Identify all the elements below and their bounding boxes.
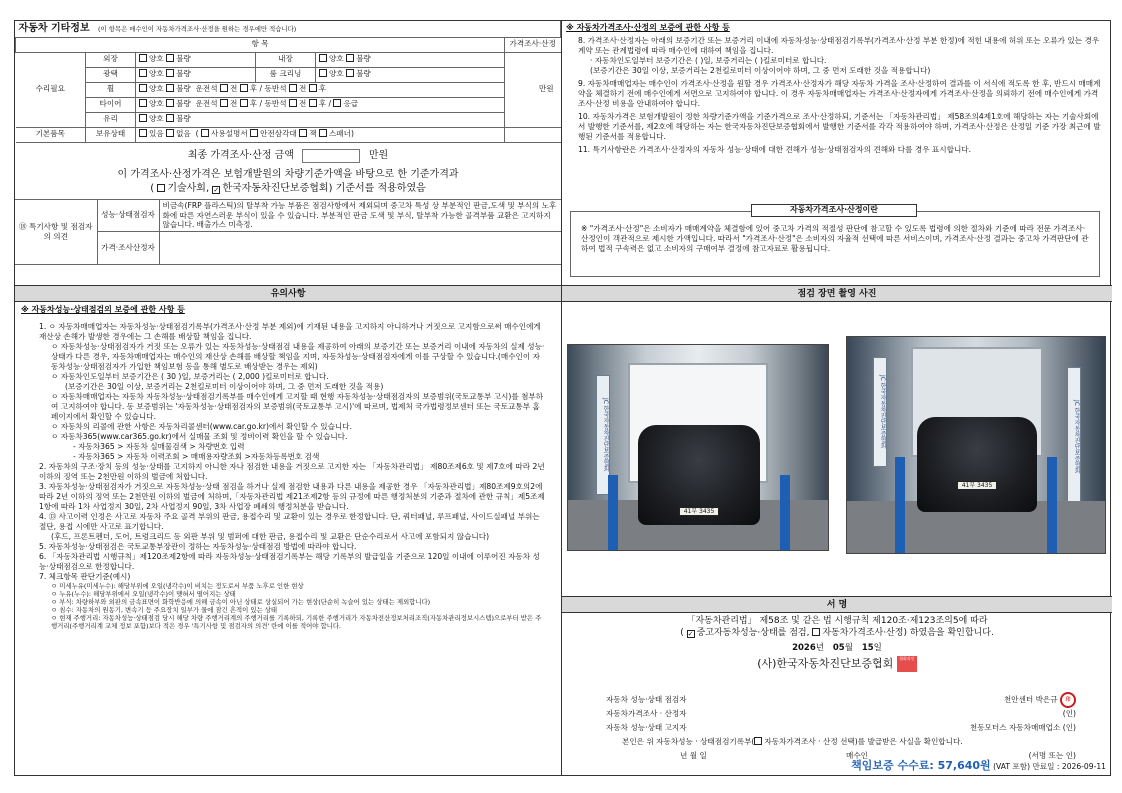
interior-label: 내장 (256, 52, 316, 67)
document-frame (14, 20, 1111, 776)
room-good-checkbox[interactable] (319, 69, 327, 77)
note-7b: ㅇ 누유(누수): 해당부위에서 오일(냉각수)이 맺혀서 떨어지는 상태 (51, 589, 236, 598)
note-7a: ㅇ 미세누유(미세누수): 해당부위에 오일(냉각수)이 비치는 정도로서 부품 노후로 인한 현상 (51, 581, 304, 590)
note-1b: ㅇ 자동차성능·상태점검자가 거짓 또는 오류가 있는 자동차성능·상태점검 내용을 제공하여 아래의 보증기간 또는 보증거리 이내에 자동차의 실제 성능·상태가 다른 경우, 자동차매매업자는 매수인의 재산상 손해를 배상할 책임을 지며, 자동차성능·상태점검자에게 이를 구상할 수 있습니다.(매수인이 자동차성능·상태점검자가 가입한 책임보험 등을 통해 별도로 배상받는 경우는 제외) (51, 341, 545, 371)
gloss-good-checkbox[interactable] (139, 69, 147, 77)
pg-item8: 8. 가격조사·산정자는 아래의 보증기간 또는 보증거리 이내에 자동차성능·상태점검기록부(가격조사·산정 부분 한정)에 적힌 내용에 허위 또는 오류가 있는 경우 계약 또는 관계법령에 따라 매수인에 대하여 책임을 집니다. (578, 35, 1100, 55)
pg-item11: 11. 특기사항란은 가격조사·산정자의 자동차 성능·상태에 대한 견해가 성능·상태점검자의 견해와 다를 경우 표시합니다. (578, 144, 972, 154)
final-price-label: 최종 가격조사·산정 금액 (187, 149, 294, 161)
col-item-header: 항 목 (16, 37, 505, 52)
price-guarantee-section (562, 21, 1112, 285)
glass-options: 양호 불량 (136, 112, 505, 127)
tire-rear-checkbox[interactable] (240, 99, 248, 107)
note-1d: ㅇ 자동차매매업자는 자동차 자동차성능·상태점검기록부를 매수인에게 고지할 때 현행 자동차성능·상태점검자의 보증범위(국토교통부 고시)를 첨부하여 고지하여야 합니다. 동 보증범위는 '자동차성능·상태점검자의 보증범위(국토교통부 고시)'에 따르며, 법제처 국가법령정보센터 또는 국토교통부 홈페이지에서 확인할 수 있습니다. (51, 391, 544, 421)
sign-inspection-checkbox[interactable]: ✓ (687, 629, 694, 638)
interior-good-checkbox[interactable] (319, 54, 327, 62)
room-cleaning-label: 룸 크리닝 (256, 67, 316, 82)
pg-item10: 10. 자동차가격은 보험개발원이 정한 차량기준가액을 기준가격으로 조사·산정하되, 기준서는 「자동차관리법」 제58조의4제1호에 해당하는 자는 기술사회에서 발행한 기준서를, 제2호에 해당하는 자는 한국자동차진단보증협회에서 발행한 기준서를 각각 적용하여야 하며, 가격조사·산정은 산정일 기준 가장 최근에 발행된 기준서를 적용합니다. (578, 111, 1101, 141)
photo-sign-3: JC 한국자동차진단보증협회 (1067, 367, 1081, 507)
signature-date: 2026년 05월 15일 (792, 642, 882, 653)
receipt-pricing-checkbox[interactable] (754, 737, 762, 745)
note-1g: - 자동차365 > 자동차 실매물검색 > 차량번호 입력 (73, 441, 245, 451)
license-plate-1: 41부 3435 (679, 507, 719, 516)
sign-row-inspector: 자동차 성능·상태 점검자 천안센터 박은규 印 (606, 695, 1076, 709)
signature-association: (사)한국자동차진단보증협회 협회직인 (562, 656, 1112, 672)
pg-item8-sub1: · 자동차인도일부터 보증기간은 ( )일, 보증거리는 ( )킬로미터로 합니다. (590, 55, 827, 65)
signature-rows (606, 695, 1076, 765)
note-1: 1. ㅇ 자동차매매업자는 자동차성능·상태점검기록부(가격조사·산정 부분 제외)에 기재된 내용을 고지하지 아니하거나 거짓으로 고지함으로써 매수인에게 재산상 손해가 발생한 경우에는 그 손해를 배상할 책임을 집니다. (39, 321, 541, 341)
pg-item9: 9. 자동차매매업자는 매수인이 가격조사·산정을 원할 경우 가격조사·산정자가 해당 자동차 가격을 조사·산정하여 결과를 이 서식에 적도록 한 후, 반드시 매매계약을 체결하기 전에 매수인에게 서면으로 고지하여야 합니다. 이 경우 자동차매매업자는 가격조사·산정자에게 가격조사·산정을 의뢰하기 전에 매수인에게 가격조사·산정 비용을 안내하여야 합니다. (578, 78, 1101, 108)
gloss-options: 양호 불량 (136, 67, 256, 82)
note-1h: - 자동차365 > 자동차 이력조회 > 매매용자량조회 >자동차등록번호 검색 (73, 451, 320, 461)
possession-label: 보유상태 (86, 127, 136, 142)
note-4b: (후드, 프론트펜더, 도어, 트렁크리드 등 외판 부위 및 범퍼에 대한 판금, 용접수리 및 교환은 단순수리로서 사고에 포함되지 않습니다) (51, 531, 490, 541)
photo-sign-1: JC 한국자동차진단보증협회 (596, 375, 610, 495)
manual-checkbox[interactable] (201, 129, 209, 137)
glass-label: 유리 (86, 112, 136, 127)
signature-line1: 「자동차관리법」 제58조 및 같은 법 시행규칙 제120조·제123조의5에 따라 (686, 616, 988, 626)
note-2: 2. 자동차의 구조·장치 등의 성능·상태를 고지하지 아니한 자나 점검한 내용을 거짓으로 고지한 자는 「자동차관리법」 제80조제6호 및 제7호에 따라 2년 이하의 징역 또는 2천만원 이하의 벌금에 처합니다. (39, 461, 545, 481)
note-1c2: (보증기간은 30일 이상, 보증거리는 2천킬로미터 이상이어야 하며, 그 중 먼저 도래한 것을 적용) (65, 381, 384, 391)
notes-section (15, 286, 561, 777)
glass-bad-checkbox[interactable] (166, 114, 174, 122)
wheel-front-checkbox[interactable] (220, 84, 228, 92)
association-stamp: 협회직인 (897, 656, 917, 672)
inspector-seal: 印 (1060, 692, 1076, 708)
tire-good-checkbox[interactable] (139, 99, 147, 107)
car-rear (917, 417, 1037, 512)
tire-pfront-checkbox[interactable] (289, 99, 297, 107)
expiry-date: 만료일 : 2026-09-11 (1032, 762, 1106, 772)
inspector-opinion-label: 성능·상태점검자 (97, 199, 159, 231)
tire-emergency-checkbox[interactable] (333, 99, 341, 107)
signature-header: 서 명 (562, 597, 1112, 613)
opinion-label: ⑱ 특기사항 및 점검자의 의견 (15, 199, 97, 264)
gloss-label: 광택 (86, 67, 136, 82)
interior-bad-checkbox[interactable] (346, 54, 354, 62)
exterior-good-checkbox[interactable] (139, 54, 147, 62)
opinion-table (15, 199, 561, 265)
note-1f: ㅇ 자동차365(www.car365.go.kr)에서 실매물 조회 및 정비이력 확인을 할 수 있습니다. (51, 431, 348, 441)
sign-row-notifier: 자동차 성능·상태 고지자 천동모터스 자동차매매업소 (인) (606, 723, 1076, 732)
note-1c: ㅇ 자동차인도일부터 보증기간은 ( 30 )일, 보증거리는 ( 2,000 )킬로미터로 합니다. (51, 371, 329, 381)
note-7c: ㅇ 부식: 차량하부와 외판의 금속표면이 화학반응에 의해 금속이 아닌 상태로 상실되어 가는 현상(단순히 녹슬어 있는 상태는 제외합니다) (51, 597, 431, 606)
wheel-prear-checkbox[interactable] (309, 84, 317, 92)
basic-price-cell (505, 127, 561, 142)
final-price-row (15, 149, 561, 163)
wheel-good-checkbox[interactable] (139, 84, 147, 92)
jack-checkbox[interactable] (299, 129, 307, 137)
exterior-label: 외장 (86, 52, 136, 67)
room-cleaning-options: 양호 불량 (316, 67, 505, 82)
final-price-unit: 만원 (368, 149, 389, 161)
tire-front-checkbox[interactable] (220, 99, 228, 107)
license-plate-2: 41부 3435 (957, 481, 997, 490)
note-5: 5. 자동차성능·상태점검은 국토교통부장관이 정하는 자동차성능·상태점검 방법에 따라야 합니다. (39, 541, 357, 551)
fee-row: 책임보증 수수료: 57,640원 (VAT 포함) 만료일 : 2026-09-11 (851, 759, 1106, 773)
possession-options: 있음 없음 ( 사용설명서 안전삼각대 잭 스패너) (136, 127, 505, 142)
none-checkbox[interactable] (166, 129, 174, 137)
glass-good-checkbox[interactable] (139, 114, 147, 122)
price-guarantee-heading: ※ 자동차가격조사·산정의 보증에 관한 사항 등 (566, 23, 730, 32)
note-7: 7. 체크항목 판단기준(예시) (39, 571, 131, 581)
sign-row-buyer: 년 월 일 매수인 (서명 또는 인) (680, 751, 1076, 760)
basis-line2: ( 기술사회, ✓ 한국자동차진단보증협회) 기준서를 적용하였음 (150, 182, 426, 194)
basis-line1: 이 가격조사·산정가격은 보험개발원의 차량기준가액을 바탕으로 한 기준가격과 (117, 168, 459, 180)
tire-options: 양호 불량 운전석 전 후 / 동반석 전 후 / 응급 (136, 97, 505, 112)
basis-opt1-checkbox[interactable] (157, 184, 165, 192)
guarantee-fee: 책임보증 수수료: 57,640원 (851, 759, 991, 773)
notes-heading: ※ 자동차성능·상태점검의 보증에 관한 사항 등 (21, 305, 185, 314)
exterior-bad-checkbox[interactable] (166, 54, 174, 62)
basic-items-label: 기본품목 (16, 127, 86, 142)
pricer-opinion-label: 가격·조사산정자 (97, 231, 159, 264)
signature-section (562, 597, 1112, 777)
what-is-pricing-box (570, 205, 1100, 277)
interior-options: 양호 불량 (316, 52, 505, 67)
wheel-rear-checkbox[interactable] (240, 84, 248, 92)
wheel-bad-checkbox[interactable] (166, 84, 174, 92)
wheel-options: 양호 불량 운전석 전 후 / 동반석 전 후 (136, 82, 505, 97)
note-1e: ㅇ 자동차의 리콜에 관한 사항은 자동차리콜센터(www.car.go.kr)에서 확인할 수 있습니다. (51, 421, 352, 431)
wheel-pfront-checkbox[interactable] (289, 84, 297, 92)
note-4: 4. ⑬ 사고이력 인정은 사고로 자동차 주요 골격 부위의 판금, 용접수리 및 교환이 있는 경우로 한정합니다. 단, 쿼터패널, 루프패널, 사이드실패널 부위는 절단, 용접 시에만 사고로 표기합니다. (39, 511, 540, 531)
basis-opt2-checkbox[interactable]: ✓ (213, 185, 220, 194)
note-7d: ㅇ 침수: 자동차의 원동기, 변속기 등 주요장치 일부가 물에 잠긴 흔적이 있는 상태 (51, 605, 278, 614)
sign-pricing-checkbox[interactable] (812, 628, 820, 636)
tire-prear-checkbox[interactable] (309, 99, 317, 107)
other-info-table (15, 21, 561, 143)
col-price-header: 가격조사·산정 (505, 37, 561, 52)
sign-row-pricer: 자동차가격조사 · 산정자 (인) (606, 709, 1076, 718)
note-7e: ㅇ 현재 주행거리: 자동차성능·상태점검 당시 해당 차량 주행거리계의 주행거리를 기록하되, 기록한 주행거리가 자동차전산정보처리조직(자동차관리정보시스템)으로부터 받은 주행거리(주행거리계 교체 정보 포함)보다 적은 경우 '특기사항 및 점검자의 의견' 란에 이를 적어야 합니다. (51, 613, 542, 630)
photo-sign-2: JC 한국자동차진단보증협회 (873, 357, 887, 467)
what-is-pricing-title: 자동차가격조사·산정이란 (751, 204, 917, 217)
repair-label: 수리필요 (16, 52, 86, 127)
inspection-photo-rear (846, 336, 1106, 554)
what-is-pricing-body: ※ "가격조사·산정"은 소비자가 매매계약을 체결함에 있어 중고차 가격의 적절성 판단에 참고할 수 있도록 법령에 의한 절차와 기준에 따라 전문 가격조사·산정인이 객관적으로 제시한 가액입니다. 따라서 "가격조사·산정"은 소비자의 자율적 선택에 따른 서비스이며, 가격조사·산정 결과는 중고차 가격판단에 관하여 법적 구속력은 없고 소비자의 구매여부 결정에 참고자료로 활용됩니다. (581, 224, 1089, 254)
have-checkbox[interactable] (139, 129, 147, 137)
photos-header: 점검 장면 촬영 사진 (562, 286, 1112, 302)
spanner-checkbox[interactable] (319, 129, 327, 137)
other-info-title: 자동차 기타정보 (18, 23, 90, 35)
photos-section (562, 286, 1112, 596)
inspector-opinion-text: 비금속(FRP 플라스틱)의 탈부착 가능 부품은 점검사항에서 제외되며 중고차 특성 상 부분적인 판금,도색 및 부식의 노후화에 따른 자연스러운 부식이 있을 수 있습니다. 부분적인 판금 도색 및 부식, 탈부착 가능한 골격부품 교환은 고지하지 않습니다. 배출가스 미측정. (159, 199, 561, 231)
exterior-options: 양호 불량 (136, 52, 256, 67)
pg-item8-sub2: (보증기간은 30일 이상, 보증거리는 2천킬로미터 이상이어야 하며, 그 중 먼저 도래한 것을 적용합니다) (590, 65, 931, 75)
inspection-photo-front (567, 344, 829, 551)
signature-line2: ( ✓ 중고자동차성능·상태를 점검, 자동차가격조사·산정) 하였음을 확인합니다. (680, 627, 994, 638)
gloss-bad-checkbox[interactable] (166, 69, 174, 77)
other-info-section (15, 21, 561, 285)
note-3: 3. 자동차성능·상태점검자가 거짓으로 자동차성능·상태 점검을 하거나 실제 점검한 내용과 다른 내용을 제공한 경우 「자동차관리법」제80조제9호의2에 따라 2년 이하의 징역 또는 2천만원 이하의 벌금에 처하며,「자동차관리법 제21조제2항 등의 규정에 따른 행정처분의 기준과 절차에 관한 규칙」제5조제1항에 따라 1차 사업정지 30일, 2차 사업정지 90일, 3차 사업장 폐쇄의 행정처분을 받습니다. (39, 481, 545, 511)
tire-bad-checkbox[interactable] (166, 99, 174, 107)
sign-row-receipt: 본인은 위 자동차성능 · 상태점검기록부( 자동차가격조사 · 산정 선택)를 발급받은 사실을 확인합니다. (622, 737, 963, 746)
room-bad-checkbox[interactable] (346, 69, 354, 77)
final-price-input[interactable] (302, 149, 360, 163)
triangle-checkbox[interactable] (250, 129, 258, 137)
other-info-note: (이 항목은 매수인이 자동차가격조사·산정을 원하는 경우에만 적습니다) (98, 25, 297, 34)
tire-label: 타이어 (86, 97, 136, 112)
pricer-opinion-text (159, 231, 561, 264)
note-6: 6. 「자동차관리법 시행규칙」제120조제2항에 따라 자동차성능·상태점검기록부는 해당 기록부의 발급일을 기준으로 120일 이내에 이루어진 자동차 성능·상태점검으로 한정합니다. (39, 551, 540, 571)
repair-price-unit: 만원 (505, 52, 561, 127)
notes-header: 유의사항 (15, 286, 561, 302)
wheel-label: 휠 (86, 82, 136, 97)
